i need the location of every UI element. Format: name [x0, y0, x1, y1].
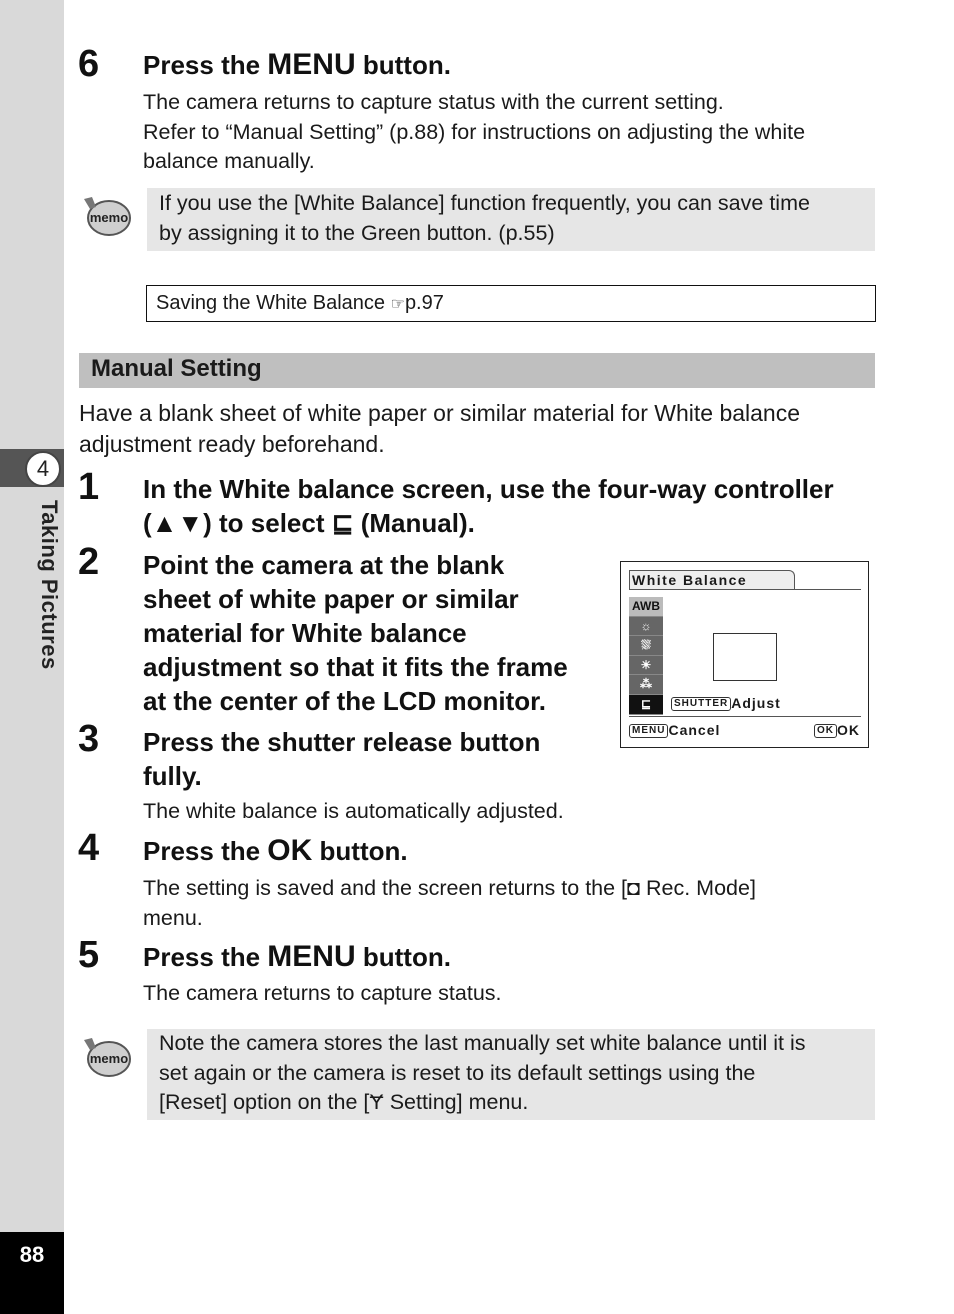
step-5-heading-post: button. [355, 942, 451, 972]
step-1-line-2-post: (Manual). [353, 508, 475, 538]
step-1-line-2-pre: (▲▼) to select [143, 508, 332, 538]
step-6-body [143, 88, 805, 177]
step-5-heading [143, 940, 451, 974]
step-3-number: 3 [78, 718, 100, 760]
step-2-line-4: adjustment so that it fits the frame [143, 652, 568, 682]
lcd-bottom-line [629, 716, 861, 717]
lcd-cancel-hint [629, 722, 720, 738]
step-1-line-2 [143, 506, 883, 540]
step-2-line-3: material for White balance [143, 618, 467, 648]
memo-2-line-3 [159, 1088, 863, 1118]
step-4-heading-pre: Press the [143, 836, 268, 866]
step-6-heading [143, 48, 451, 82]
step-3-line-1: Press the shutter release button [143, 727, 541, 757]
lcd-cancel-label: Cancel [668, 722, 721, 738]
shutter-key-icon: SHUTTER [671, 697, 731, 711]
step-3-line-2: fully. [143, 761, 202, 791]
chapter-title: Taking Pictures [37, 500, 62, 670]
lcd-white-balance-screen [620, 561, 869, 748]
menu-key-label: MENU [267, 940, 356, 973]
memo-2-line-3-post: Setting] menu. [383, 1090, 529, 1114]
pointer-icon: ☞ [390, 296, 405, 313]
lcd-adjust-hint [671, 695, 781, 711]
shade-icon: ⛆ [629, 636, 663, 656]
step-2-line-1: Point the camera at the blank [143, 550, 505, 580]
step-2-line-5: at the center of the LCD monitor. [143, 686, 547, 716]
wrench-icon: Ɏ [369, 1090, 384, 1114]
step-5-heading-pre: Press the [143, 942, 268, 972]
step-3-heading [143, 725, 540, 793]
memo-1-line-2: by assigning it to the Green button. (p.55) [159, 220, 555, 245]
intro-line-1: Have a blank sheet of white paper or similar material for White balance [79, 400, 801, 426]
chapter-number: 4 [25, 451, 61, 487]
lcd-title-line [629, 589, 861, 590]
lcd-title: White Balance [629, 570, 795, 590]
step-2-line-2: sheet of white paper or similar [143, 584, 519, 614]
lcd-ok-hint [814, 722, 860, 738]
step-4-body-line-2: menu. [143, 905, 203, 930]
lcd-adjust-label: Adjust [731, 695, 781, 711]
step-4-body-line-1 [143, 874, 875, 904]
ok-key-label: OK [267, 834, 313, 867]
menu-key-icon: MENU [629, 724, 668, 738]
step-6-heading-pre: Press the [143, 50, 268, 80]
awb-icon: AWB [629, 597, 663, 617]
svg-text:memo: memo [89, 210, 129, 225]
step-4-body-pre: The setting is saved and the screen returns to the [ [143, 876, 628, 900]
reference-page[interactable]: p.97 [404, 292, 444, 314]
step-3-body: The white balance is automatically adjusted. [143, 799, 564, 823]
memo-2-line-3-pre: [Reset] option on the [ [159, 1090, 370, 1114]
section-intro [79, 398, 875, 460]
memo-box-2 [147, 1029, 875, 1120]
intro-line-2: adjustment ready beforehand. [79, 431, 385, 457]
ok-key-icon: OK [814, 724, 837, 738]
step-1-line-1: In the White balance screen, use the four-way controller [143, 474, 834, 504]
step-6-line-2: Refer to “Manual Setting” (p.88) for instructions on adjusting the white [143, 119, 806, 144]
fluorescent-icon: ⁂ [629, 675, 663, 695]
memo-icon [80, 193, 132, 239]
page-number: 88 [19, 1242, 45, 1267]
manual-wb-icon: ⊑ [331, 508, 354, 538]
memo-icon [80, 1034, 132, 1080]
memo-2-line-1: Note the camera stores the last manually set white balance until it is [159, 1031, 806, 1055]
memo-1-line-1: If you use the [White Balance] function frequently, you can save time [159, 191, 810, 215]
step-5-number: 5 [78, 934, 100, 976]
menu-key-label: MENU [267, 48, 356, 81]
lcd-target-frame [713, 633, 777, 681]
step-4-heading [143, 834, 408, 868]
step-6-line-1: The camera returns to capture status with the current setting. [143, 90, 724, 114]
step-6-number: 6 [78, 43, 100, 85]
lcd-wb-icon-list [629, 597, 663, 715]
step-4-body-post: Rec. Mode] [640, 876, 756, 900]
memo-2-line-2: set again or the camera is reset to its default settings using the [159, 1060, 756, 1085]
section-title: Manual Setting [79, 353, 875, 388]
manual-icon: ⊑ [629, 695, 663, 715]
step-4-body [143, 874, 875, 933]
tungsten-icon: ☀ [629, 656, 663, 676]
step-5-body: The camera returns to capture status. [143, 981, 502, 1005]
step-6-line-3: balance manually. [143, 149, 315, 173]
step-2-number: 2 [78, 541, 100, 583]
reference-box [146, 285, 876, 322]
step-4-heading-post: button. [312, 836, 408, 866]
lcd-ok-label: OK [837, 722, 860, 738]
memo-box-1 [147, 188, 875, 251]
svg-text:memo: memo [89, 1051, 129, 1066]
camera-icon: ◘ [627, 876, 641, 900]
step-1-number: 1 [78, 466, 100, 508]
step-2-heading [143, 548, 568, 718]
daylight-icon: ☼ [629, 617, 663, 637]
reference-text: Saving the White Balance [156, 292, 391, 314]
step-1-heading [143, 472, 883, 540]
step-4-number: 4 [78, 827, 100, 869]
step-6-heading-post: button. [355, 50, 451, 80]
